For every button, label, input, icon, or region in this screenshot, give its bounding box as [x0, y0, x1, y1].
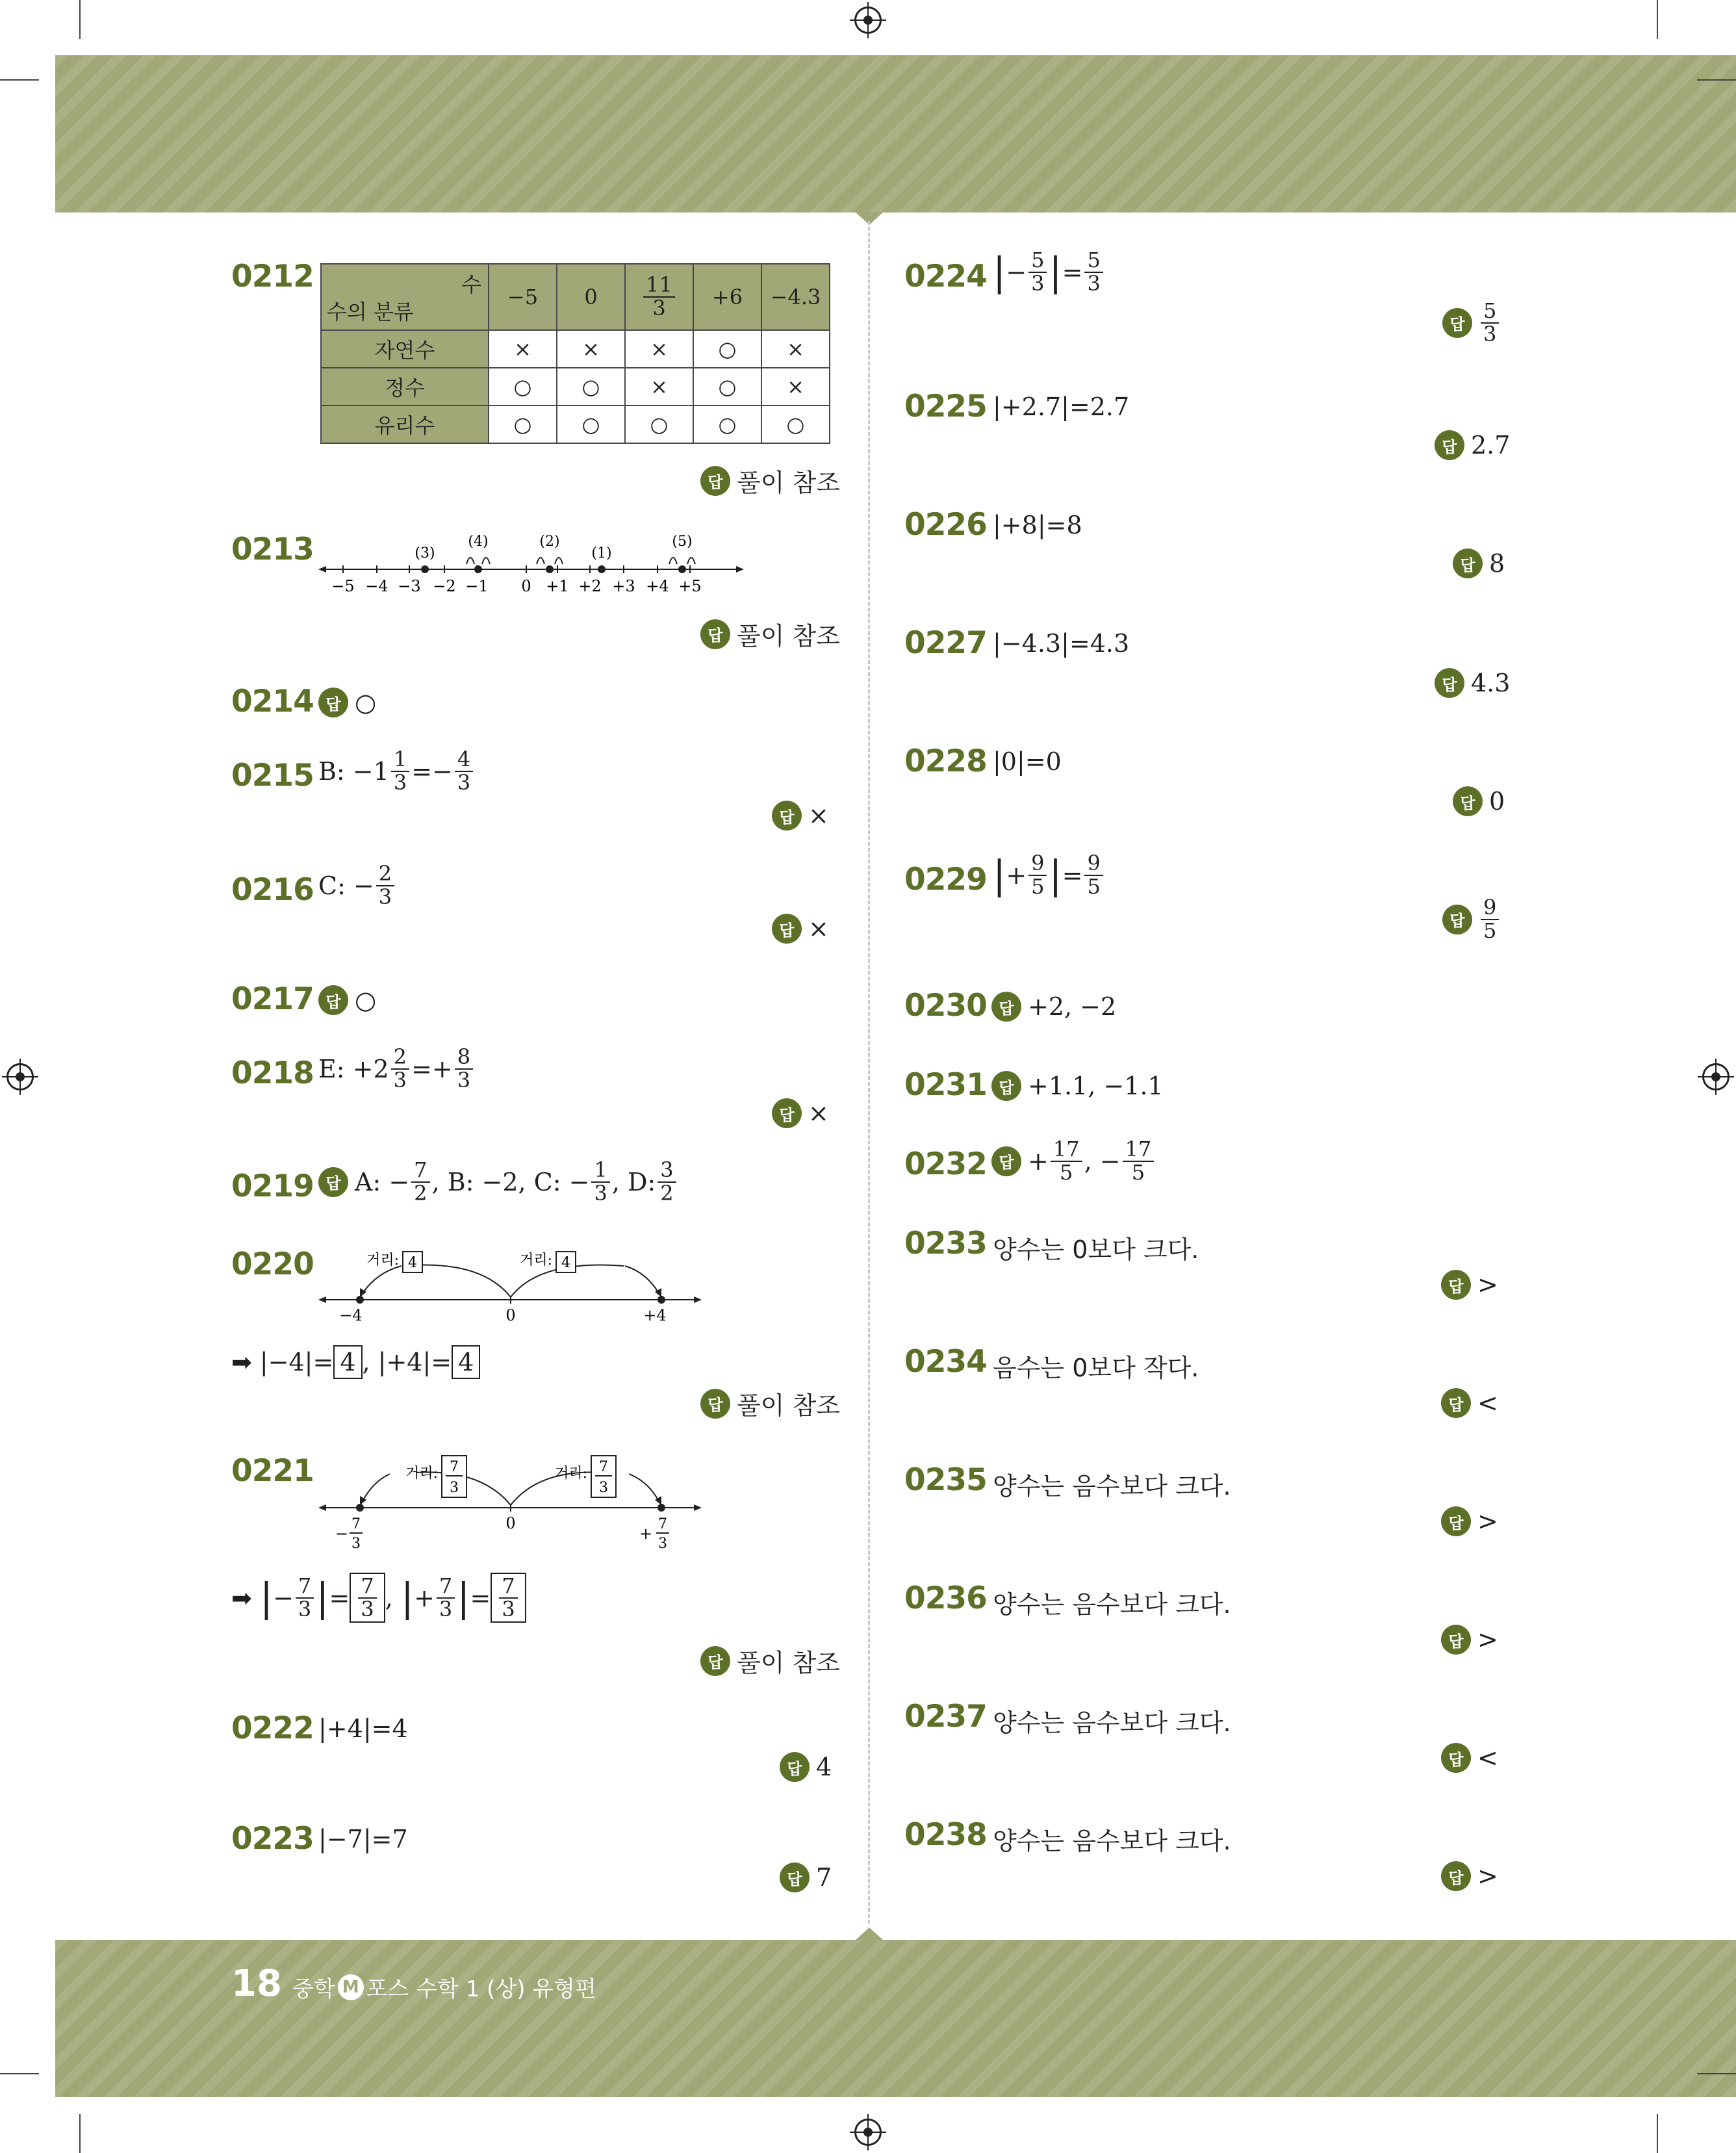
answer: 답 >: [1441, 1625, 1498, 1655]
registration-mark-icon: [854, 2119, 882, 2146]
answer: 답 >: [1441, 1270, 1498, 1300]
mark-label: (2): [539, 534, 560, 550]
tick-label: +1: [546, 577, 569, 595]
answer-badge-icon: 답: [772, 1098, 802, 1128]
solution-line: ➡ |−4|= 4 , |+4|= 4: [231, 1345, 480, 1379]
answer-badge-icon: 답: [318, 985, 348, 1015]
table-cell: ×: [625, 368, 693, 406]
problem-number: 0222: [231, 1710, 314, 1746]
answer-badge-icon: 답: [1442, 308, 1472, 338]
crop-mark: [1697, 79, 1736, 81]
tick-denominator: 3: [351, 1536, 361, 1552]
distance-label: 거리:: [366, 1252, 399, 1269]
distance-denominator: 3: [450, 1480, 459, 1496]
column-header: −5: [489, 264, 557, 330]
answer: 답 8: [1453, 548, 1505, 578]
solution-text: |0|=0: [993, 747, 1062, 776]
mark-label: (5): [672, 534, 693, 550]
table-cell: ○: [489, 368, 557, 406]
crop-mark: [79, 2114, 81, 2153]
answer: 답 풀이 참조: [700, 616, 840, 652]
problem-number: 0228: [904, 743, 987, 779]
solution-text: B: −1 $\frac{1}{3}$ =− $\frac{4}{3}$: [318, 749, 475, 793]
table-cell: ×: [761, 368, 830, 406]
registration-mark-icon: [1702, 1063, 1730, 1090]
problem-number: 0217: [231, 981, 314, 1017]
answer-badge-icon: 답: [991, 1146, 1021, 1176]
footer-band: [55, 1940, 1736, 2097]
crop-mark: [1657, 0, 1658, 39]
answer: 답 ○: [318, 985, 376, 1015]
table-cell: ○: [489, 406, 557, 443]
answer: 답 $\frac{9}{5}$: [1442, 897, 1501, 942]
answer-badge-icon: 답: [318, 1167, 348, 1197]
number-line-0220: [318, 1246, 708, 1324]
answer: 답 2.7: [1435, 430, 1510, 460]
row-header: 유리수: [321, 406, 489, 443]
answer: 답 0: [1453, 786, 1505, 816]
crop-mark: [1697, 2073, 1736, 2074]
table-cell: ×: [489, 330, 557, 368]
row-header: 정수: [321, 368, 489, 406]
arrow-right-icon: ➡: [231, 1583, 252, 1612]
number-line-0221: [318, 1453, 708, 1557]
answer-badge-icon: 답: [700, 466, 730, 496]
tick-label: 0: [505, 1514, 516, 1532]
crop-mark: [79, 0, 81, 39]
answer: 답 +2, −2: [991, 992, 1116, 1022]
book-title: 중학 M 포스 수학 1 (상) 유형편: [292, 1971, 596, 2003]
problem-number: 0218: [231, 1055, 314, 1091]
answer-badge-icon: 답: [1441, 1388, 1471, 1418]
tick-label: +5: [678, 577, 702, 595]
problem-number: 0214: [231, 684, 314, 719]
tick-label: +4: [646, 577, 669, 595]
answer: 답 풀이 참조: [700, 1386, 840, 1421]
answer-badge-icon: 답: [1441, 1861, 1471, 1891]
answer: 답 7: [780, 1863, 832, 1892]
table-cell: ○: [693, 406, 761, 443]
problem-number: 0226: [904, 507, 987, 543]
tick-label: −: [335, 1525, 349, 1543]
problem-number: 0220: [231, 1246, 314, 1282]
answer-badge-icon: 답: [1435, 668, 1464, 698]
distance-numerator: 7: [450, 1459, 459, 1475]
column-divider: [868, 221, 870, 1924]
registration-mark-icon: [6, 1063, 34, 1090]
page-number: 18: [231, 1963, 282, 2005]
answer: 답 >: [1441, 1861, 1498, 1891]
solution-text: 음수는 0보다 작다.: [993, 1354, 1199, 1382]
solution-text: E: +2 $\frac{2}{3}$ =+ $\frac{8}{3}$: [318, 1046, 475, 1091]
answer-badge-icon: 답: [780, 1752, 810, 1782]
tick-label: −4: [339, 1306, 363, 1324]
tick-label: −1: [465, 577, 489, 595]
crop-mark: [0, 79, 39, 81]
distance-label: 거리:: [555, 1465, 587, 1482]
answer: 답 4.3: [1435, 668, 1510, 698]
table-cell: ×: [625, 330, 693, 368]
answer-badge-icon: 답: [991, 992, 1021, 1022]
footer-notch: [855, 1927, 884, 1940]
table-cell: ○: [625, 406, 693, 443]
answer: 답 풀이 참조: [700, 1643, 840, 1679]
answer-badge-icon: 답: [1442, 905, 1472, 935]
answer-badge-icon: 답: [1441, 1743, 1471, 1773]
problem-number: 0224: [904, 259, 987, 294]
tick-label: +: [639, 1525, 653, 1543]
solution-text: |+4|=4: [318, 1714, 408, 1743]
solution-text: C: − $\frac{2}{3}$: [318, 863, 396, 908]
problem-number: 0229: [904, 862, 987, 897]
answer: 답 >: [1441, 1506, 1498, 1536]
column-header: 0: [557, 264, 625, 330]
table-cell: ×: [761, 330, 830, 368]
distance-value: 4: [561, 1255, 570, 1271]
table-cell: ○: [557, 406, 625, 443]
answer: 답 ×: [772, 801, 829, 831]
problem-number: 0234: [904, 1344, 987, 1380]
answer-badge-icon: 답: [772, 914, 802, 944]
crop-mark: [0, 2073, 39, 2074]
distance-label: 거리:: [405, 1465, 438, 1482]
column-header: $\frac{11}{3}$: [625, 264, 693, 330]
answer-badge-icon: 답: [1441, 1270, 1471, 1300]
solution-text: |+8|=8: [993, 511, 1082, 539]
tick-label: +4: [643, 1306, 667, 1324]
problem-number: 0212: [231, 259, 314, 294]
solution-text: |−4.3|=4.3: [993, 629, 1130, 658]
table-corner-header: 수 수의 분류: [321, 264, 489, 330]
problem-number: 0223: [231, 1821, 314, 1857]
solution-text: |−7|=7: [318, 1825, 408, 1853]
problem-number: 0237: [904, 1699, 987, 1734]
solution-text: 양수는 0보다 크다.: [993, 1235, 1199, 1264]
mark-label: (4): [468, 534, 489, 550]
solution-text: 양수는 음수보다 크다.: [993, 1827, 1231, 1855]
table-cell: ○: [693, 368, 761, 406]
table-cell: ○: [557, 368, 625, 406]
problem-number: 0216: [231, 872, 314, 908]
problem-number: 0219: [231, 1168, 314, 1204]
distance-label: 거리:: [520, 1252, 552, 1269]
crop-mark: [1657, 2114, 1658, 2153]
answer: 답 $\frac{5}{3}$: [1442, 300, 1501, 345]
answer-badge-icon: 답: [991, 1071, 1021, 1101]
problem-number: 0227: [904, 625, 987, 661]
problem-number: 0235: [904, 1462, 987, 1498]
answer-badge-icon: 답: [1453, 548, 1483, 578]
problem-number: 0236: [904, 1580, 987, 1616]
answer: 답 + $\frac{17}{5}$ , − $\frac{17}{5}$: [991, 1139, 1156, 1183]
distance-numerator: 7: [599, 1459, 608, 1475]
distance-value: 4: [408, 1255, 417, 1271]
answer-badge-icon: 답: [1441, 1625, 1471, 1655]
tick-label: 0: [521, 577, 531, 595]
answer: 답 +1.1, −1.1: [991, 1071, 1164, 1101]
answer-badge-icon: 답: [780, 1863, 810, 1892]
problem-number: 0233: [904, 1226, 987, 1261]
problem-number: 0213: [231, 532, 314, 567]
tick-label: −3: [398, 577, 421, 595]
answer-badge-icon: 답: [318, 688, 348, 717]
tick-label: −5: [331, 577, 355, 595]
answer-badge-icon: 답: [700, 619, 730, 649]
tick-label: −2: [433, 577, 456, 595]
answer-badge-icon: 답: [1441, 1506, 1471, 1536]
answer-badge-icon: 답: [772, 801, 802, 831]
distance-denominator: 3: [599, 1480, 608, 1496]
answer: 답 풀이 참조: [700, 463, 840, 498]
column-header: −4.3: [761, 264, 830, 330]
answer: 답 4: [780, 1752, 832, 1782]
table-cell: ○: [693, 330, 761, 368]
answer: 답 A: − $\frac{7}{2}$ , B: −2, C: − $\frac{1}{3}$ , D: $\frac{3}{2}$: [318, 1159, 678, 1204]
mark-label: (1): [591, 545, 612, 561]
solution-text: 양수는 음수보다 크다.: [993, 1708, 1231, 1737]
problem-number: 0231: [904, 1067, 987, 1103]
problem-number: 0225: [904, 389, 987, 424]
solution-text: 양수는 음수보다 크다.: [993, 1472, 1231, 1501]
answer: 답 ○: [318, 688, 376, 717]
answer-badge-icon: 답: [700, 1646, 730, 1676]
answer: 답 ×: [772, 914, 829, 944]
registration-mark-icon: [854, 6, 882, 34]
answer-badge-icon: 답: [700, 1389, 730, 1419]
tick-label: 0: [505, 1306, 516, 1324]
solution-line: ➡ | − $\frac{7}{3}$ | = $\frac{7}{3}$ , | + $\frac{7}{3}$ | = $\frac{7}{3}$: [231, 1573, 526, 1623]
tick-denominator: 3: [658, 1536, 667, 1552]
answer: 답 <: [1441, 1743, 1498, 1773]
tick-label: −4: [365, 577, 389, 595]
answer-badge-icon: 답: [1453, 786, 1483, 816]
problem-number: 0238: [904, 1817, 987, 1853]
answer-badge-icon: 답: [1435, 430, 1464, 460]
solution-text: 양수는 음수보다 크다.: [993, 1590, 1231, 1619]
number-line-0213: [318, 532, 747, 603]
mark-label: (3): [415, 545, 435, 561]
solution-text: | − $\frac{5}{3}$ | = $\frac{5}{3}$: [993, 250, 1105, 294]
classification-table: [320, 263, 830, 444]
tick-label: +2: [578, 577, 602, 595]
header-band: [55, 55, 1736, 213]
answer: 답 <: [1441, 1388, 1498, 1418]
tick-numerator: 7: [658, 1516, 667, 1532]
problem-number: 0215: [231, 758, 314, 793]
problem-number: 0232: [904, 1146, 987, 1182]
tick-label: +3: [612, 577, 635, 595]
solution-text: |+2.7|=2.7: [993, 393, 1130, 421]
problem-number: 0221: [231, 1453, 314, 1489]
m-logo-icon: M: [338, 1974, 364, 2000]
row-header: 자연수: [321, 330, 489, 368]
solution-text: | + $\frac{9}{5}$ | = $\frac{9}{5}$: [993, 853, 1105, 897]
table-cell: ○: [761, 406, 830, 443]
tick-numerator: 7: [351, 1516, 361, 1532]
column-header: +6: [693, 264, 761, 330]
arrow-right-icon: ➡: [231, 1348, 252, 1376]
problem-number: 0230: [904, 988, 987, 1024]
answer: 답 ×: [772, 1098, 829, 1128]
table-cell: ×: [557, 330, 625, 368]
